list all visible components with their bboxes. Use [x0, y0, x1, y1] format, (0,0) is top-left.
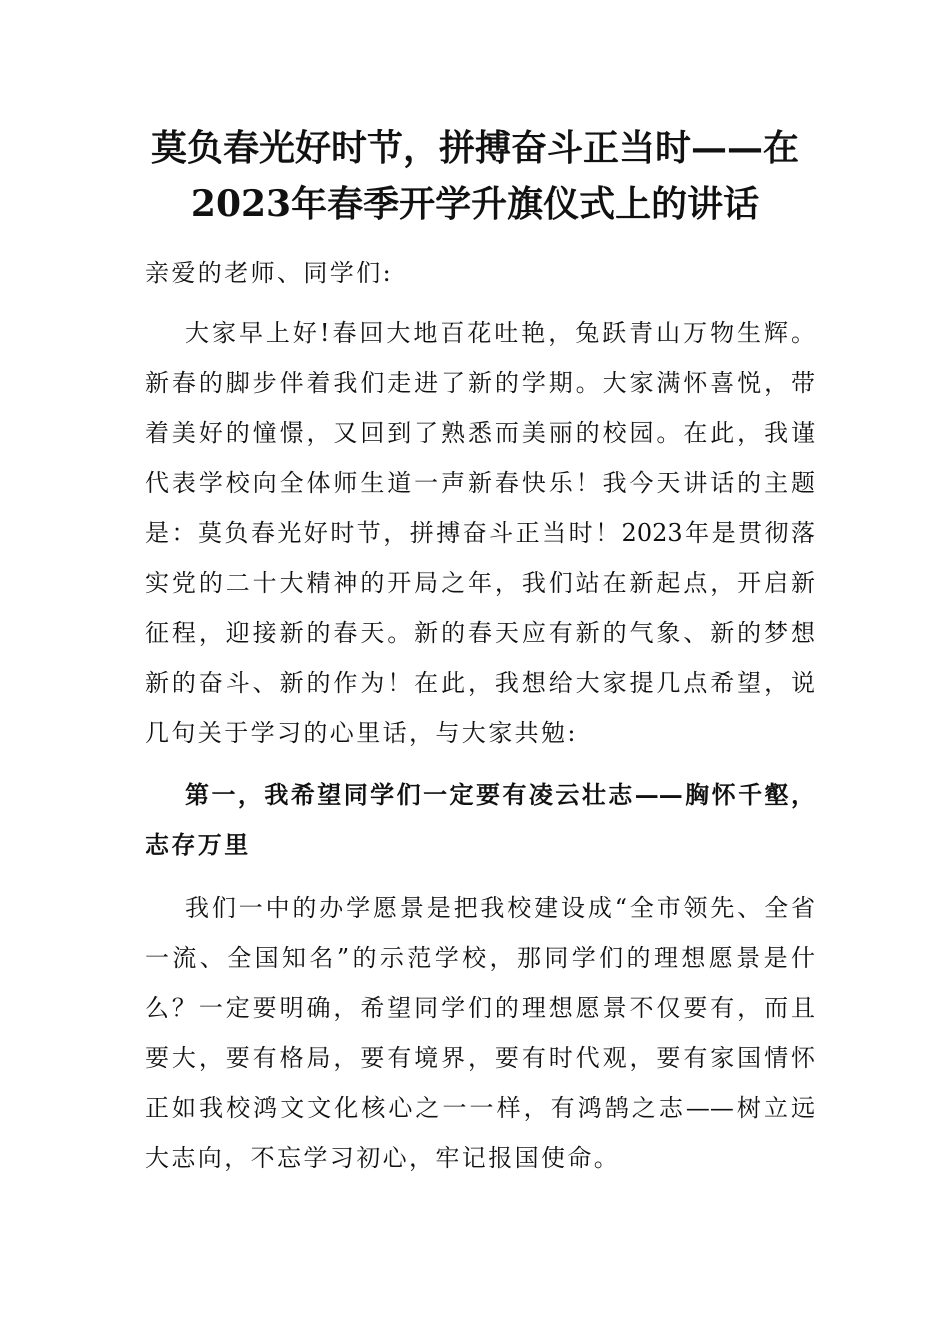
- paragraph-2-line: 么？一定要明确，希望同学们的理想愿景不仅要有，而且: [145, 994, 815, 1022]
- paragraph-1-line: 几句关于学习的心里话，与大家共勉:: [145, 719, 578, 747]
- paragraph-1-line: 新的奋斗、新的作为！在此，我想给大家提几点希望，说: [145, 669, 815, 697]
- paragraph-2-line: 一流、全国知名”的示范学校，那同学们的理想愿景是什: [145, 944, 815, 972]
- paragraph-1-line: 着美好的憧憬，又回到了熟悉而美丽的校园。在此，我谨: [145, 419, 815, 447]
- title-line-2: 2023年春季开学升旗仪式上的讲话: [190, 183, 760, 225]
- paragraph-2-line: 正如我校鸿文文化核心之一一样，有鸿鹄之志——树立远: [145, 1094, 815, 1122]
- paragraph-1-line: 征程，迎接新的春天。新的春天应有新的气象、新的梦想: [145, 619, 815, 647]
- title-line-1: 莫负春光好时节，拼搏奋斗正当时——在: [150, 127, 799, 169]
- section-heading-line: 第一，我希望同学们一定要有凌云壮志——胸怀千壑，: [185, 780, 815, 809]
- section-heading-line: 志存万里: [145, 830, 251, 859]
- paragraph-1-line: 大家早上好!春回大地百花吐艳，兔跃青山万物生辉。: [185, 319, 815, 347]
- document-title: [120, 120, 830, 232]
- paragraph-2-line: 要大，要有格局，要有境界，要有时代观，要有家国情怀: [145, 1044, 815, 1072]
- paragraph-1-line: 新春的脚步伴着我们走进了新的学期。大家满怀喜悦，带: [145, 369, 815, 397]
- paragraph-1-line: 实党的二十大精神的开局之年，我们站在新起点，开启新: [145, 569, 815, 597]
- paragraph-1-line: 是：莫负春光好时节，拼搏奋斗正当时！2023年是贯彻落: [145, 519, 815, 547]
- paragraph-1-line: 代表学校向全体师生道一声新春快乐！我今天讲话的主题: [145, 469, 815, 497]
- paragraph-2-line: 我们一中的办学愿景是把我校建设成“全市领先、全省: [185, 894, 815, 922]
- salutation: 亲爱的老师、同学们:: [145, 259, 394, 287]
- paragraph-2-line: 大志向，不忘学习初心，牢记报国使命。: [145, 1144, 621, 1172]
